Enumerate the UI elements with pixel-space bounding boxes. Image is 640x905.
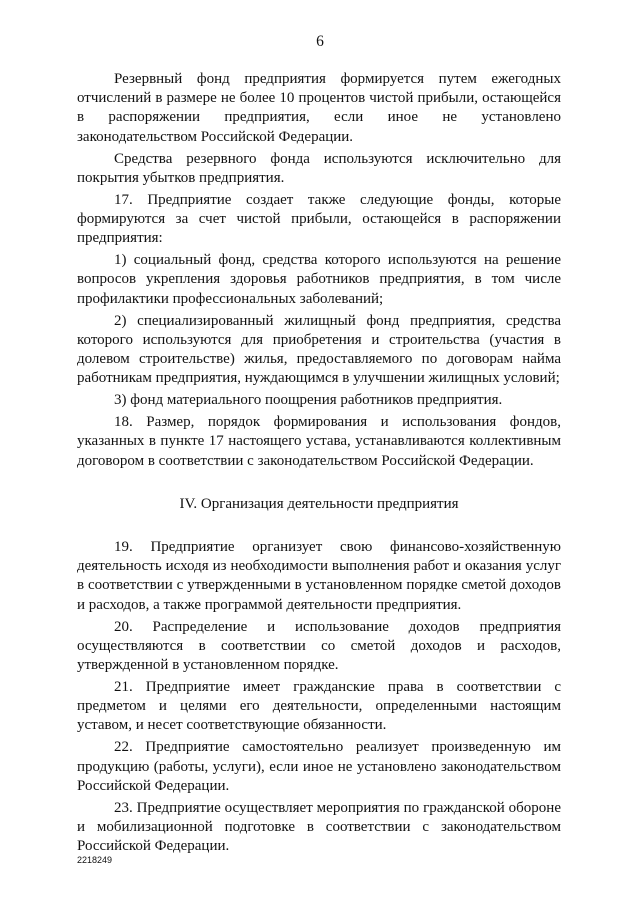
paragraph-20: 20. Распределение и использование доходов предприятия осуществляются в соответствии со сметой доходов и расходов, утвержденной в установленном порядке. <box>77 618 561 674</box>
paragraph-17-item-3: 3) фонд материального поощрения работников предприятия. <box>114 392 503 409</box>
document-code: 2218249 <box>77 855 113 865</box>
paragraph-17-item-2: 2) специализированный жилищный фонд предприятия, средства которого используются для приобретения и строительства (участия в долевом строительстве) жилья, предоставляемого по договорам найма работникам предприятия, нуждающимся в улучшении жилищных условий; <box>77 312 561 387</box>
paragraph-18: 18. Размер, порядок формирования и использования фондов, указанных в пункте 17 настоящего устава, устанавливаются коллективным договором в соответствии с законодательством Российской Федерации. <box>77 414 561 469</box>
page-number: 6 <box>316 33 324 50</box>
paragraph-19: 19. Предприятие организует свою финансово-хозяйственную деятельность исходя из необходимости выполнения работ и оказания услуг в соответствии с утвержденными в установленном порядке сметой доходов и расходов, а также программой деятельности предприятия. <box>77 539 561 613</box>
paragraph-21: 21. Предприятие имеет гражданские права в соответствии с предметом и целями его деятельности, определенными настоящим уставом, и несет соответствующие обязанности. <box>77 679 561 734</box>
paragraph-22: 22. Предприятие самостоятельно реализует произведенную им продукцию (работы, услуги), если иное не установлено законодательством Российской Федерации. <box>77 739 561 794</box>
section-heading: IV. Организация деятельности предприятия <box>179 495 459 512</box>
document-body <box>77 70 561 859</box>
paragraph-reserve-fund-usage: Средства резервного фонда используются исключительно для покрытия убытков предприятия. <box>77 150 561 186</box>
paragraph-17: 17. Предприятие создает также следующие фонды, которые формируются за счет чистой прибыли, остающейся в распоряжении предприятия: <box>77 191 561 247</box>
paragraph-17-item-1: 1) социальный фонд, средства которого используются на решение вопросов укрепления здоровья работников предприятия, в том числе профилактики профессиональных заболеваний; <box>77 252 561 307</box>
paragraph-23: 23. Предприятие осуществляет мероприятия по гражданской обороне и мобилизационной подготовке в соответствии с законодательством Российской Федерации. <box>77 799 561 855</box>
paragraph-reserve-fund: Резервный фонд предприятия формируется путем ежегодных отчислений в размере не более 10 процентов чистой прибыли, остающейся в распоряжении предприятия, если иное не установлено законодательством Российской Федерации. <box>77 71 561 145</box>
